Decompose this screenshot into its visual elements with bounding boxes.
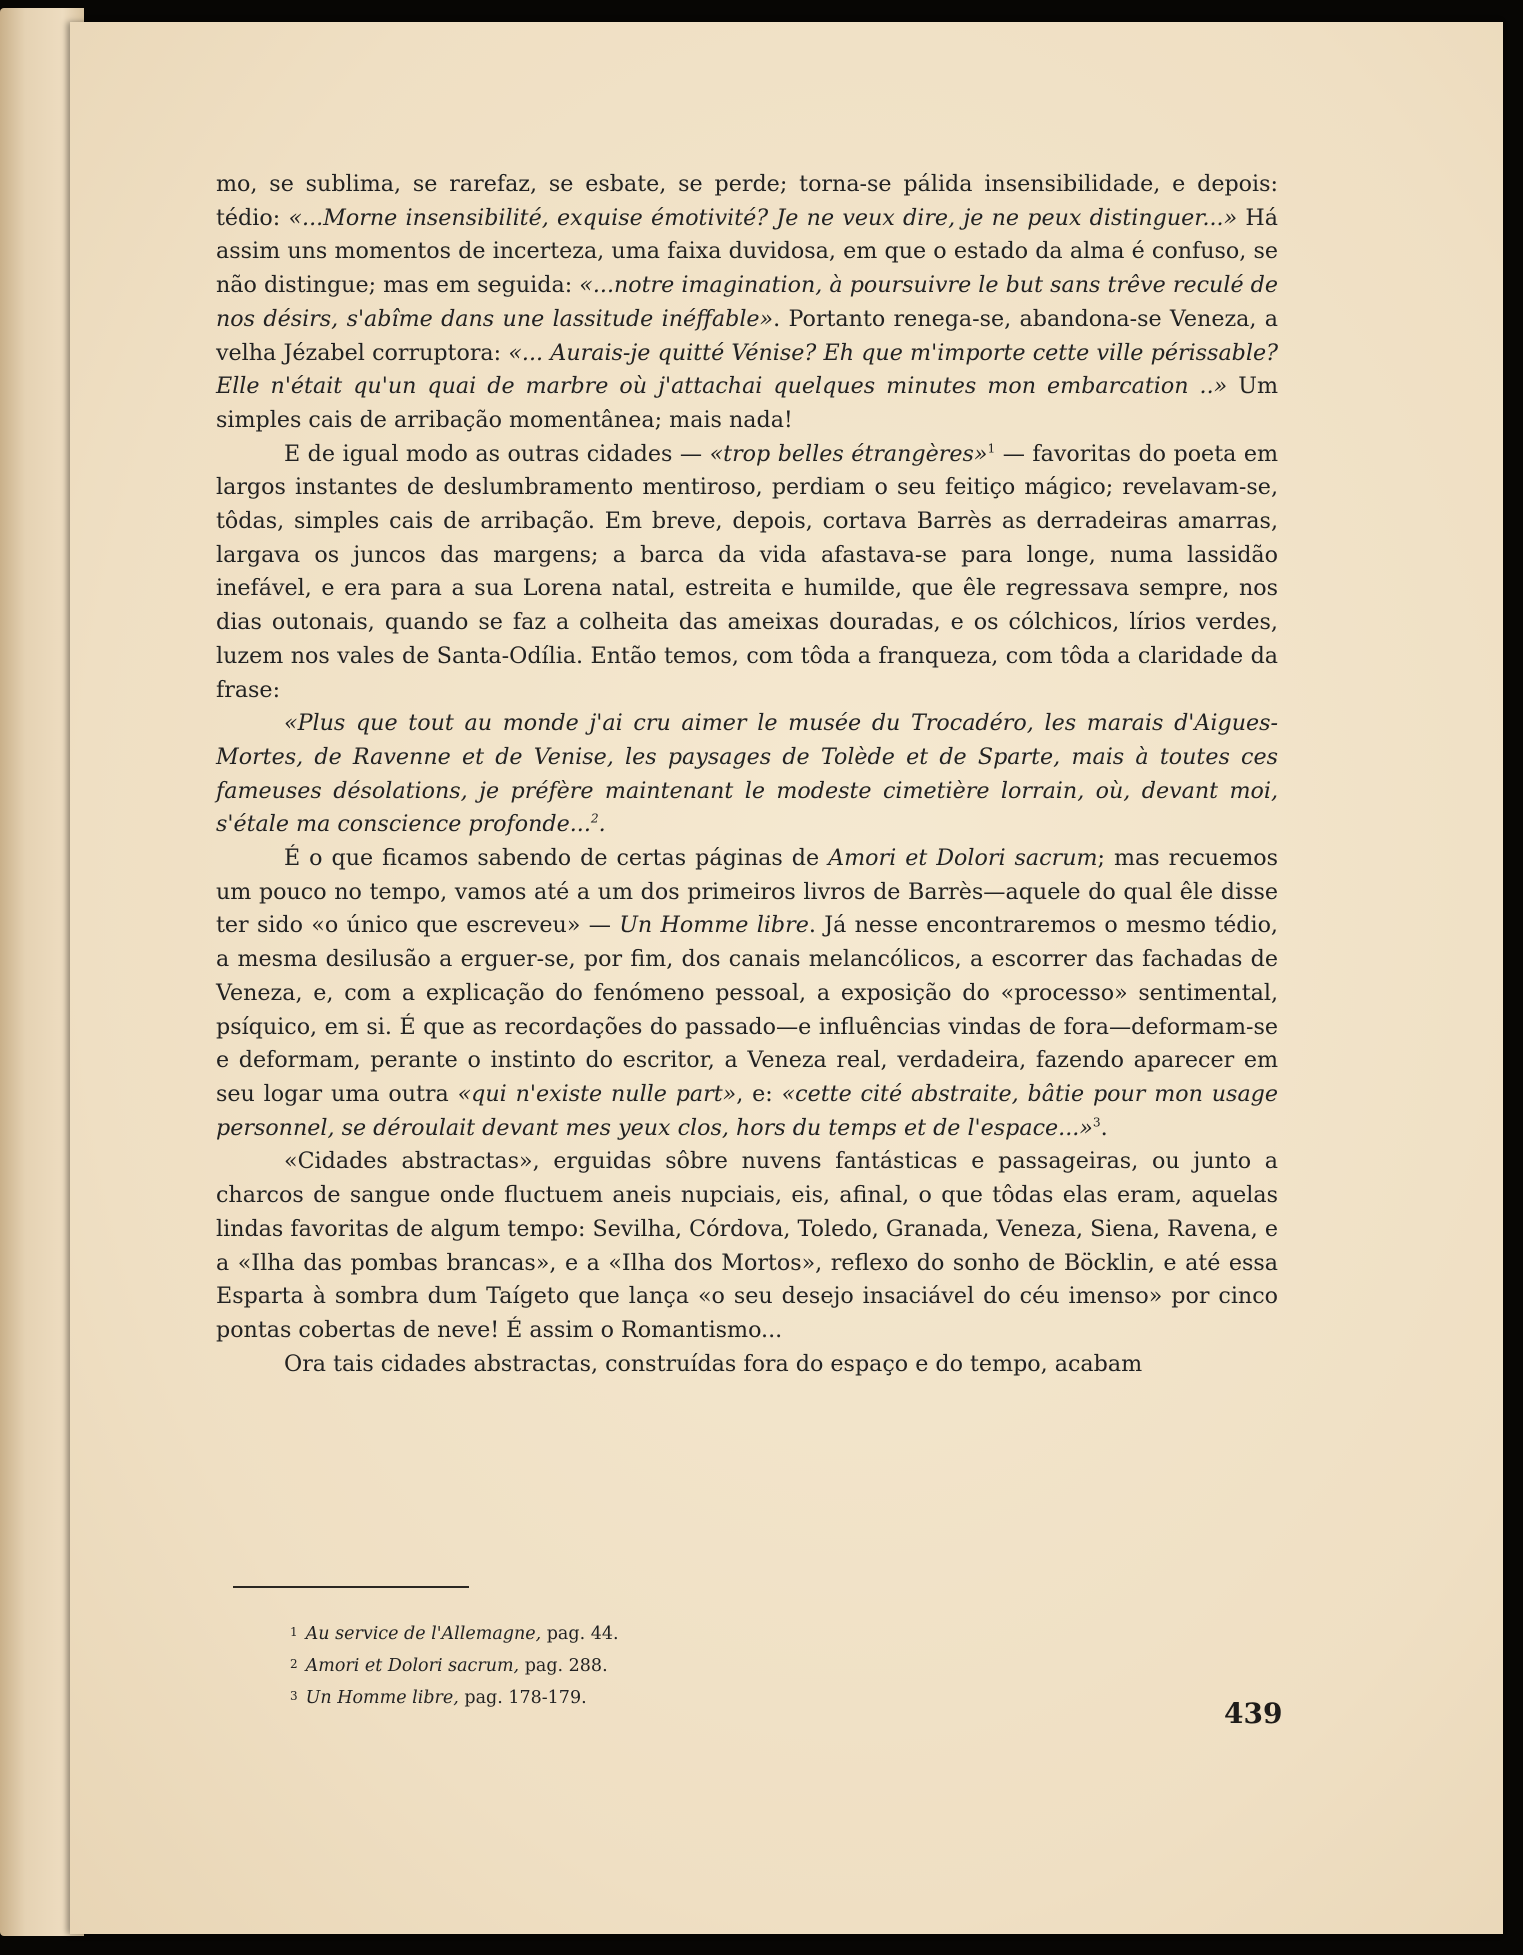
italic-quote: «...Morne insensibilité, exquise émotivité? Je ne veux dire, je ne peux distinguer...» xyxy=(288,204,1238,231)
italic-quote: «...notre imagination, à poursuivre le but sans trêve reculé de nos désirs, s'abîme dans une lassitude inéffable» xyxy=(216,272,1279,332)
body-text xyxy=(216,168,1278,1381)
paragraph: E de igual modo as outras cidades — «trop belles étrangères»$^1$ — favoritas do poeta em largos instantes de deslumbramento mentiroso, perdiam o seu feitiço mágico; revelavam-se, tôdas, simples cais de arribação. Em breve, depois, cortava Barrès as derradeiras amarras, largava os juncos das margens; a barca da vida afastava-se para longe, numa lassidão inefável, e era para a sua Lorena natal, estreita e humilde, que êle regressava sempre, nos dias outonais, quando se faz a colheita das ameixas douradas, e os cólchicos, lírios verdes, luzem nos vales de Santa-Odília. Então temos, com tôda a franqueza, com tôda a claridade da frase: xyxy=(216,440,1278,703)
paragraph: Ora tais cidades abstractas, construídas fora do espaço e do tempo, acabam xyxy=(284,1350,1143,1377)
footnote-1 xyxy=(290,1617,619,1649)
italic-quote: Un Homme libre xyxy=(619,912,809,939)
footnote-title: Un Homme libre, xyxy=(305,1688,459,1708)
paragraph: mo, se sublima, se rarefaz, se esbate, se perde; torna-se pálida insensibilidade, e depois: tédio: «...Morne insensibilité, exquise émotivité? Je ne veux dire, je ne peux distinguer...» Há assim uns momentos de incerteza, uma faixa duvidosa, em que o estado da alma é confuso, se não distingue; mas em seguida: «...notre imagination, à poursuivre le but sans trêve reculé de nos désirs, s'abîme dans une lassitude inéffable». Portanto renega-se, abandona-se Veneza, a velha Jézabel corruptora: «... Aurais-je quitté Vénise? Eh que m'importe cette ville périssable? Elle n'était qu'un quai de marbre où j'attachai quelques minutes mon embarcation ..» Um simples cais de arribação momentânea; mais nada! xyxy=(216,171,1279,433)
paragraph: «Cidades abstractas», erguidas sôbre nuvens fantásticas e passageiras, ou junto a charcos de sangue onde fluctuem aneis nupciais, eis, afinal, o que tôdas elas eram, aquelas lindas favoritas de algum tempo: Sevilha, Córdova, Toledo, Granada, Veneza, Siena, Ravena, e a «Ilha das pombas brancas», e a «Ilha dos Mortos», reflexo do sonho de Böcklin, e até essa Esparta à sombra dum Taígeto que lança «o seu desejo insaciável do céu imenso» por cinco pontas cobertas de neve! É assim o Romantismo... xyxy=(216,1148,1278,1343)
footnote-number: 3 xyxy=(290,1689,298,1703)
footnote-marker: 2 xyxy=(590,811,599,826)
italic-quote: Amori et Dolori sacrum xyxy=(828,845,1098,872)
footnote-marker: 3 xyxy=(1092,1115,1101,1130)
footnote-title: Au service de l'Allemagne, xyxy=(305,1624,542,1644)
footnote-ref: pag. 178-179. xyxy=(464,1688,587,1708)
footnote-marker: 1 xyxy=(987,441,996,456)
paragraph: É o que ficamos sabendo de certas páginas de Amori et Dolori sacrum; mas recuemos um pouco no tempo, vamos até a um dos primeiros livros de Barrès—aquele do qual êle disse ter sido «o único que escreveu» — Un Homme libre. Já nesse encontraremos o mesmo tédio, a mesma desilusão a erguer-se, por fim, dos canais melancólicos, a escorrer das fachadas de Veneza, e, com a explicação do fenómeno pessoal, a exposição do «processo» sentimental, psíquico, em si. É que as recordações do passado—e influências vindas de fora—deformam-se e deformam, perante o instinto do escritor, a Veneza real, verdadeira, fazendo aparecer em seu logar uma outra «qui n'existe nulle part», e: «cette cité abstraite, bâtie pour mon usage personnel, se déroulait devant mes yeux clos, hors du temps et de l'espace...»$^3$. xyxy=(216,845,1279,1141)
block-quote: «Plus que tout au monde j'ai cru aimer le musée du Trocadéro, les marais d'Aigues-Mortes, de Ravenne et de Venise, les paysages de Tolède et de Sparte, mais à toutes ces fameuses désolations, je préfère maintenant le modeste cimetière lorrain, où, devant moi, s'étale ma conscience profonde...$^2$. xyxy=(216,710,1278,838)
footnotes xyxy=(290,1617,619,1713)
footnote-number: 1 xyxy=(290,1625,298,1639)
italic-quote: «... Aurais-je quitté Vénise? Eh que m'importe cette ville périssable? Elle n'était qu'un quai de marbre où j'attachai quelques minutes mon embarcation ..» xyxy=(216,339,1278,400)
page-number: 439 xyxy=(1224,1697,1283,1730)
footnote-2 xyxy=(290,1649,619,1681)
footnote-separator xyxy=(233,1586,469,1588)
footnote-ref: pag. 44. xyxy=(546,1624,619,1644)
footnote-3 xyxy=(290,1681,619,1713)
footnote-ref: pag. 288. xyxy=(524,1656,608,1676)
footnote-title: Amori et Dolori sacrum, xyxy=(305,1656,520,1676)
italic-quote: «cette cité abstraite, bâtie pour mon usage personnel, se déroulait devant mes yeux clos, hors du temps et de l'espace...» xyxy=(216,1080,1279,1141)
italic-quote: «qui n'existe nulle part» xyxy=(457,1080,737,1107)
footnote-number: 2 xyxy=(290,1657,298,1671)
italic-quote: «trop belles étrangères» xyxy=(709,440,988,467)
italic-quote: «Plus que tout au monde j'ai cru aimer le musée du Trocadéro, les marais d'Aigues-Mortes, de Ravenne et de Venise, les paysages de Tolède et de Sparte, mais à toutes ces fameuses désolations, je préfère maintenant le modeste cimetière lorrain, où, devant moi, s'étale ma conscience profonde... xyxy=(216,710,1278,838)
